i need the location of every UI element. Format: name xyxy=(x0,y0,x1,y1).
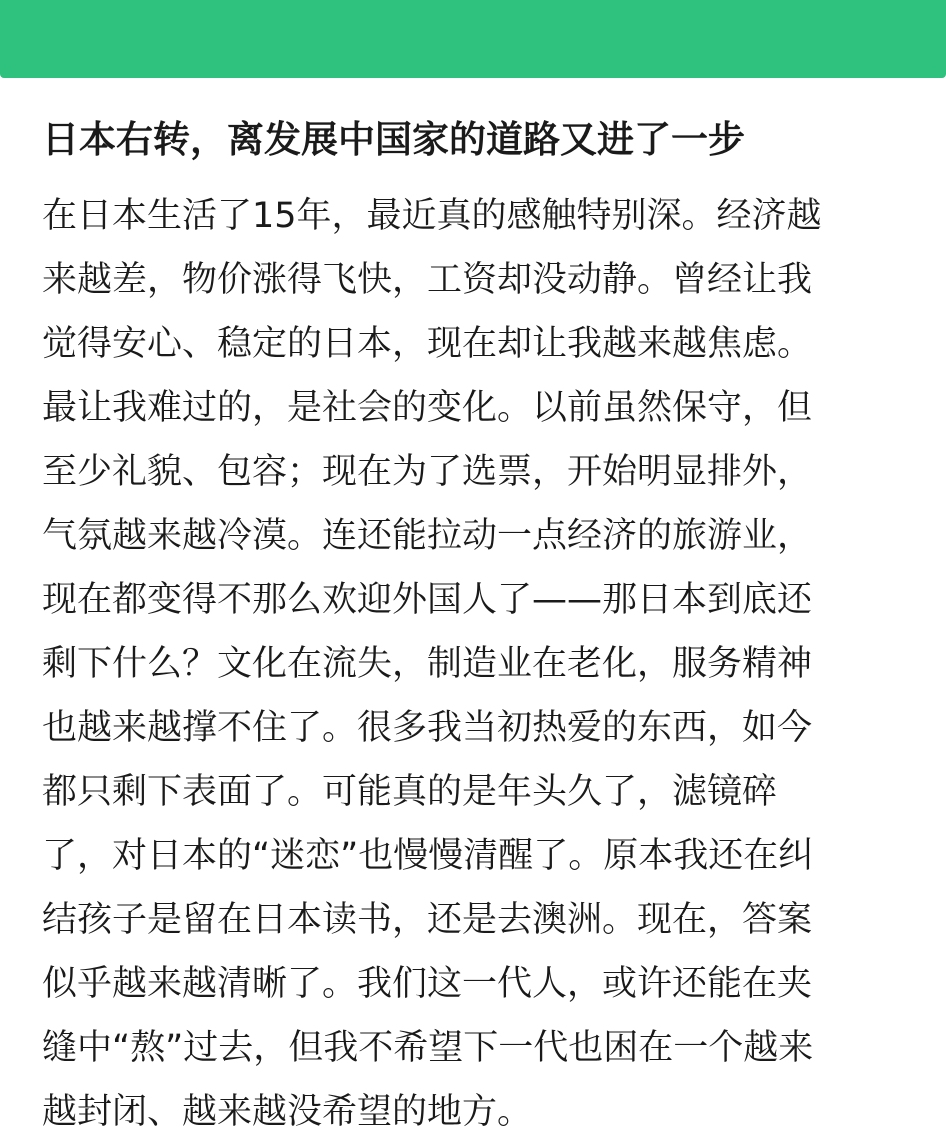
body-line: 似乎越来越清晰了。我们这一代人，或许还能在夹 xyxy=(42,964,813,1004)
post-container xyxy=(42,96,912,1144)
body-line: 现在都变得不那么欢迎外国人了——那日本到底还 xyxy=(42,580,813,620)
body-line: 也越来越撑不住了。很多我当初热爱的东西，如今 xyxy=(42,708,813,748)
body-line: 在日本生活了15年，最近真的感触特别深。经济越 xyxy=(42,196,822,236)
body-line: 都只剩下表面了。可能真的是年头久了，滤镜碎 xyxy=(42,772,778,812)
body-line: 结孩子是留在日本读书，还是去澳洲。现在，答案 xyxy=(42,900,813,940)
top-banner xyxy=(0,0,946,78)
bottom-edge xyxy=(0,1132,946,1141)
body-line: 气氛越来越冷漠。连还能拉动一点经济的旅游业， xyxy=(42,516,813,556)
post-title: 日本右转，离发展中国家的道路又进了一步 xyxy=(42,118,745,161)
post-body xyxy=(42,184,912,1144)
body-line: 觉得安心、稳定的日本，现在却让我越来越焦虑。 xyxy=(42,324,813,364)
body-line: 越封闭、越来越没希望的地方。 xyxy=(42,1092,533,1132)
body-line: 来越差，物价涨得飞快，工资却没动静。曾经让我 xyxy=(42,260,813,300)
body-line: 了，对日本的“迷恋”也慢慢清醒了。原本我还在纠 xyxy=(42,836,814,876)
body-line: 最让我难过的，是社会的变化。以前虽然保守，但 xyxy=(42,388,813,428)
body-line: 至少礼貌、包容；现在为了选票，开始明显排外， xyxy=(42,452,813,492)
body-line: 剩下什么？文化在流失，制造业在老化，服务精神 xyxy=(42,644,813,684)
body-line: 缝中“熬”过去，但我不希望下一代也困在一个越来 xyxy=(42,1028,814,1068)
